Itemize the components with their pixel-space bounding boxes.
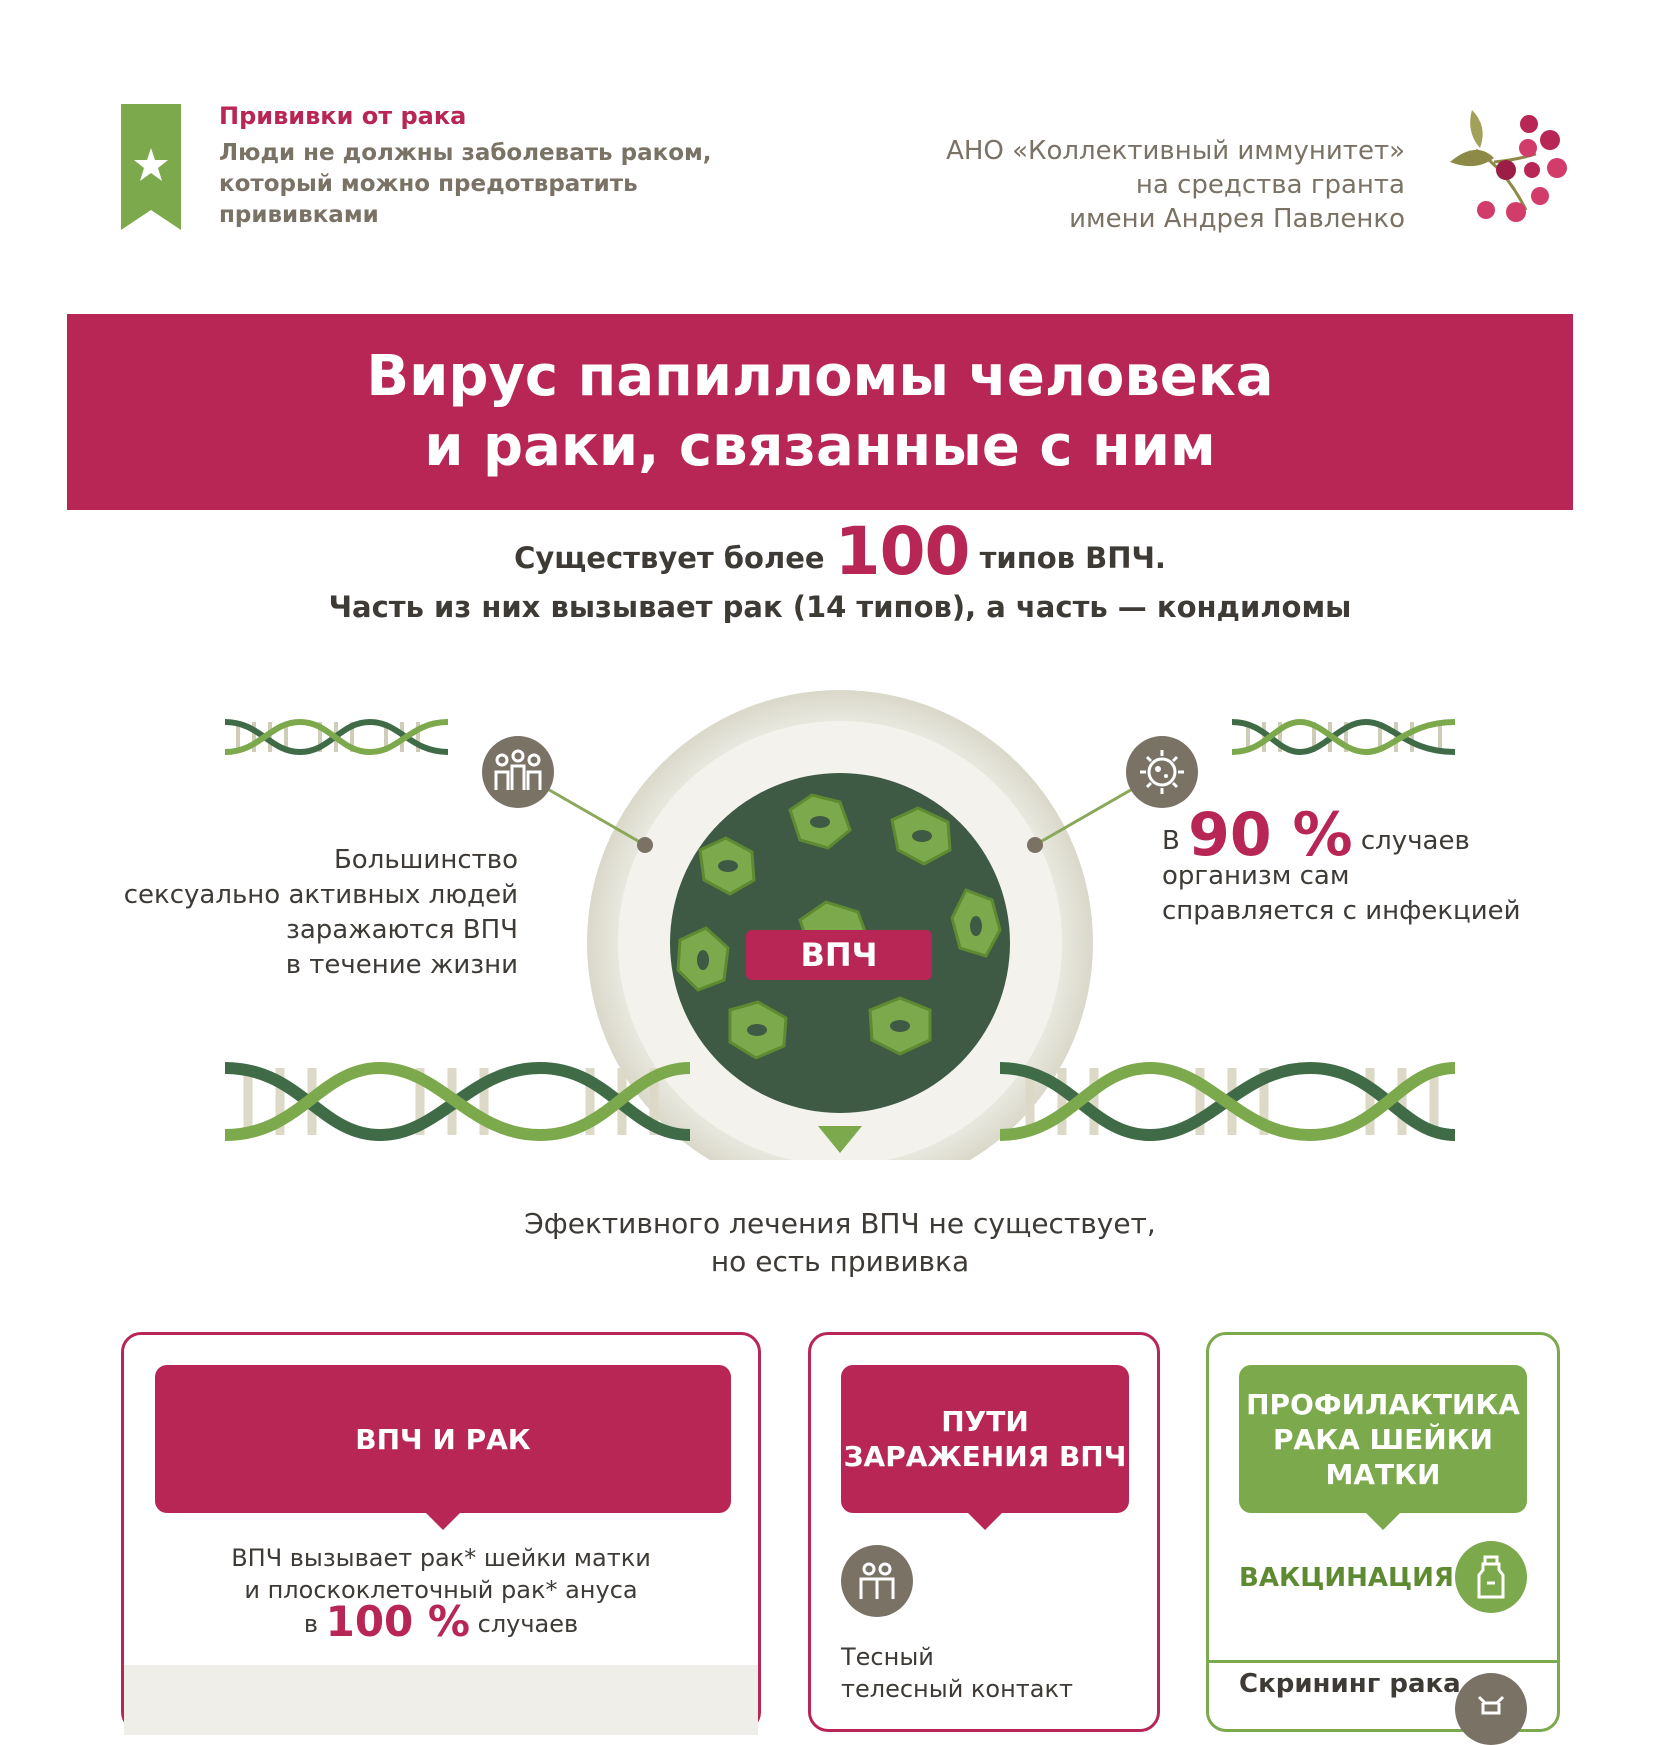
right-note-line-3: справляется с инфекцией (1162, 896, 1521, 926)
org-line-2: на средства гранта (1135, 170, 1405, 200)
people-icon (841, 1545, 913, 1617)
intro-number: 100 (834, 513, 970, 590)
intro-statement (0, 513, 1680, 590)
intro-post: типов ВПЧ. (979, 541, 1166, 575)
card-hpv-and-cancer (121, 1332, 761, 1732)
card-transmission-title: ПУТИ ЗАРАЖЕНИЯ ВПЧ (841, 1365, 1129, 1513)
right-note-pre: В (1162, 826, 1180, 856)
left-note-line-1: Большинство (333, 845, 518, 875)
card1-cells-strip (124, 1665, 758, 1735)
right-note-line-2: организм сам (1162, 861, 1350, 891)
card1-pre: в (303, 1610, 318, 1638)
brand-title: Прививки от рака (219, 102, 467, 130)
card1-line-1: ВПЧ вызывает рак* шейки матки (231, 1544, 651, 1572)
organization-credit (946, 134, 1405, 236)
card-cervical-cancer-prevention (1206, 1332, 1560, 1732)
no-cure-line-1: Эфективного лечения ВПЧ не существует, (524, 1207, 1156, 1240)
right-note-post: случаев (1360, 826, 1470, 856)
vaccination-label: ВАКЦИНАЦИЯ (1239, 1563, 1454, 1593)
org-line-1: АНО «Коллективный иммунитет» (946, 136, 1405, 166)
right-note-number: 90 % (1188, 800, 1353, 870)
dna-strand-large-right (1000, 1068, 1455, 1135)
card2-line-2: телесный контакт (841, 1675, 1073, 1703)
left-note-line-4: в течение жизни (285, 950, 518, 980)
vaccine-bottle-icon (1455, 1541, 1527, 1613)
dna-strand-large-left (225, 1068, 690, 1135)
card2-line-1: Тесный (841, 1643, 934, 1671)
no-cure-line-2: но есть прививка (710, 1245, 970, 1278)
card1-post: случаев (477, 1610, 579, 1638)
card-transmission-text (841, 1641, 1131, 1705)
intro-subline: Часть из них вызывает рак (14 типов), а часть — кондиломы (328, 590, 1352, 624)
left-note-line-3: заражаются ВПЧ (286, 915, 518, 945)
dna-strand-small-right (1232, 722, 1455, 752)
card1-line-2: и плоскоклеточный рак* ануса (244, 1576, 638, 1604)
title-line-2: и раки, связанные с ним (424, 414, 1216, 479)
virus-label: ВПЧ (746, 930, 932, 980)
card-transmission-routes (808, 1332, 1160, 1732)
title-line-1: Вирус папилломы человека (366, 344, 1274, 409)
card-hpv-and-cancer-title: ВПЧ И РАК (155, 1365, 731, 1513)
card-hpv-and-cancer-text (124, 1542, 758, 1646)
no-cure-note (0, 1205, 1680, 1281)
self-clearance-note (1162, 800, 1582, 929)
dna-strand-small-left (225, 722, 448, 752)
microscope-icon (1455, 1673, 1527, 1745)
left-note-line-2: сексуально активных людей (123, 880, 518, 910)
brand-tagline: Люди не должны заболевать раком, который можно предотвратить прививками (219, 140, 712, 228)
screening-label: Скрининг рака (1239, 1669, 1461, 1699)
intro-pre: Существует более (514, 541, 825, 575)
org-line-3: имени Андрея Павленко (1069, 204, 1405, 234)
card-prevention-title: ПРОФИЛАКТИКА РАКА ШЕЙКИ МАТКИ (1239, 1365, 1527, 1513)
card1-number: 100 % (325, 1597, 470, 1646)
infection-prevalence-note (100, 843, 518, 983)
people-icon (482, 736, 554, 808)
card3-divider (1209, 1660, 1557, 1663)
virus-icon (1126, 736, 1198, 808)
bookmark-star-icon (121, 104, 181, 230)
berries-logo-icon (1436, 100, 1576, 235)
title-banner (67, 314, 1573, 510)
